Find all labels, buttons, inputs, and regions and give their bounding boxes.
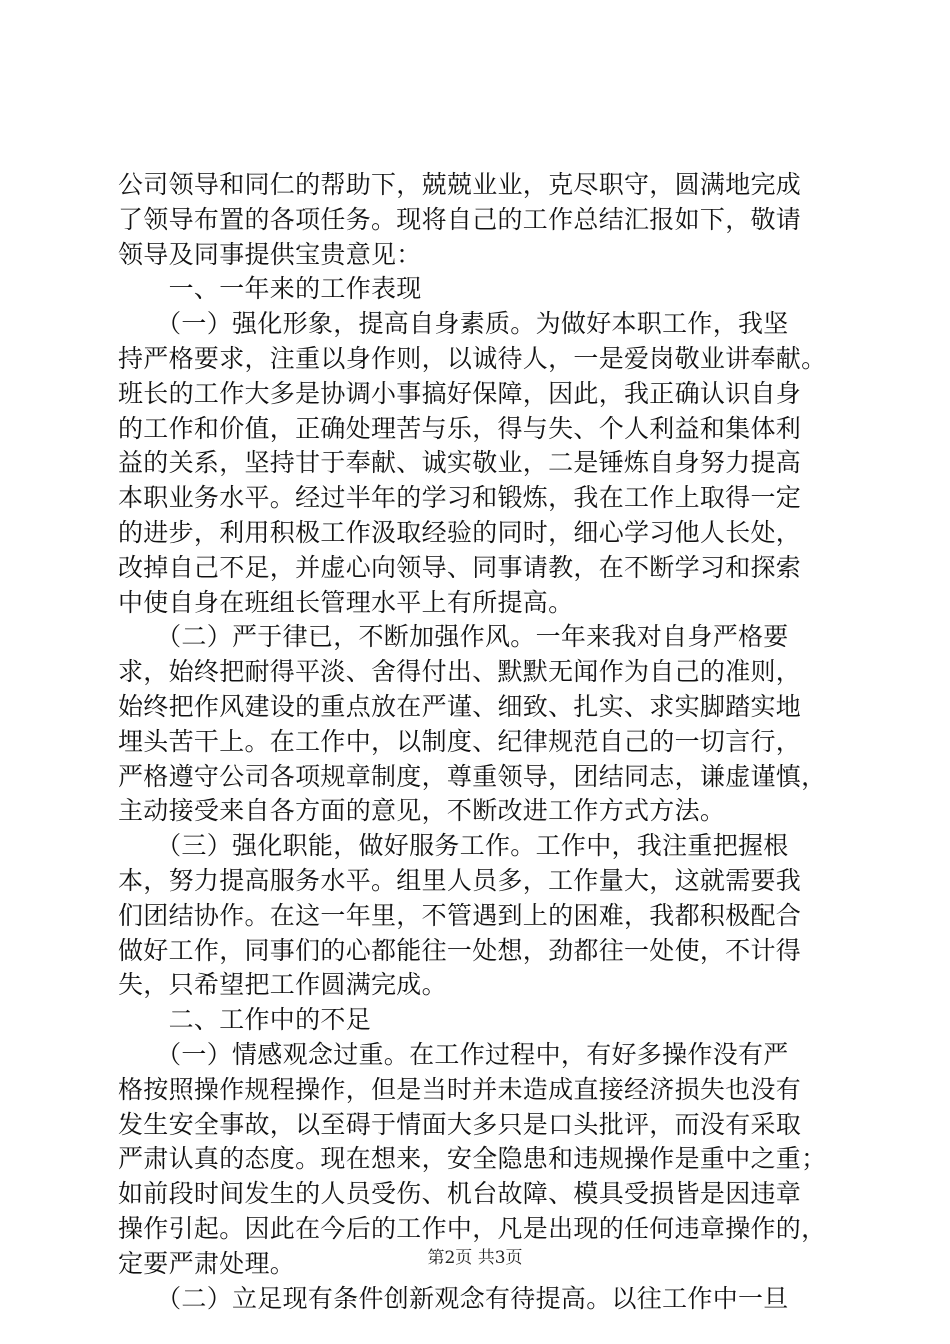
text-line: 发生安全事故，以至碍于情面大多只是口头批评，而没有采取 — [118, 1109, 802, 1139]
text-line: 益的关系，坚持甘于奉献、诚实敬业，二是锤炼自身努力提高 — [118, 448, 802, 478]
text-line: 了领导布置的各项任务。现将自己的工作总结汇报如下，敬请 — [118, 204, 802, 234]
text-line: 中使自身在班组长管理水平上有所提高。 — [118, 587, 574, 617]
section-heading: 二、工作中的不足 — [118, 1005, 372, 1035]
text-line: （二）立足现有条件创新观念有待提高。以往工作中一旦 — [118, 1283, 789, 1313]
text-line: （一）强化形象，提高自身素质。为做好本职工作，我坚 — [118, 309, 789, 339]
text-line: 持严格要求，注重以身作则，以诚待人，一是爱岗敬业讲奉献。 — [118, 343, 827, 373]
text-line: 改掉自己不足，并虚心向领导、同事请教，在不断学习和探索 — [118, 552, 802, 582]
text-line: 失，只希望把工作圆满完成。 — [118, 970, 447, 1000]
text-line: 公司领导和同仁的帮助下，兢兢业业，克尽职守，圆满地完成 — [118, 170, 802, 199]
text-line: 主动接受来自各方面的意见，不断改进工作方式方法。 — [118, 796, 726, 826]
text-line: 的工作和价值，正确处理苦与乐，得与失、个人利益和集体利 — [118, 413, 802, 443]
text-line: 本职业务水平。经过半年的学习和锻炼，我在工作上取得一定 — [118, 483, 802, 513]
text-line: 求，始终把耐得平淡、舍得付出、默默无闻作为自己的准则， — [118, 657, 802, 687]
text-line: 领导及同事提供宝贵意见： — [118, 239, 422, 269]
text-line: 如前段时间发生的人员受伤、机台故障、模具受损皆是因违章 — [118, 1179, 802, 1209]
section-heading: 一、一年来的工作表现 — [118, 274, 422, 304]
text-line: 班长的工作大多是协调小事搞好保障，因此，我正确认识自身 — [118, 378, 802, 408]
text-line: 做好工作，同事们的心都能往一处想，劲都往一处使，不计得 — [118, 935, 802, 965]
text-line: 定要严肃处理。 — [118, 1248, 296, 1278]
page-number: 第2页 共3页 — [427, 1248, 523, 1268]
text-line: （二）严于律已，不断加强作风。一年来我对自身严格要 — [118, 622, 789, 652]
text-line: 始终把作风建设的重点放在严谨、细致、扎实、求实脚踏实地 — [118, 691, 802, 721]
text-line: （一）情感观念过重。在工作过程中，有好多操作没有严 — [118, 1039, 789, 1069]
text-line: 埋头苦干上。在工作中，以制度、纪律规范自己的一切言行， — [118, 726, 802, 756]
text-line: 操作引起。因此在今后的工作中，凡是出现的任何违章操作的， — [118, 1213, 827, 1243]
text-line: 本，努力提高服务水平。组里人员多，工作量大，这就需要我 — [118, 865, 802, 895]
text-line: 格按照操作规程操作，但是当时并未造成直接经济损失也没有 — [118, 1074, 802, 1104]
body-text — [118, 168, 858, 1316]
text-line: 的进步，利用积极工作汲取经验的同时，细心学习他人长处， — [118, 517, 802, 547]
text-line: （三）强化职能，做好服务工作。工作中，我注重把握根 — [118, 831, 789, 861]
text-line: 严肃认真的态度。现在想来，安全隐患和违规操作是重中之重； — [118, 1144, 827, 1174]
text-line: 们团结协作。在这一年里，不管遇到上的困难，我都积极配合 — [118, 900, 802, 930]
text-line: 严格遵守公司各项规章制度，尊重领导，团结同志，谦虚谨慎， — [118, 761, 827, 791]
